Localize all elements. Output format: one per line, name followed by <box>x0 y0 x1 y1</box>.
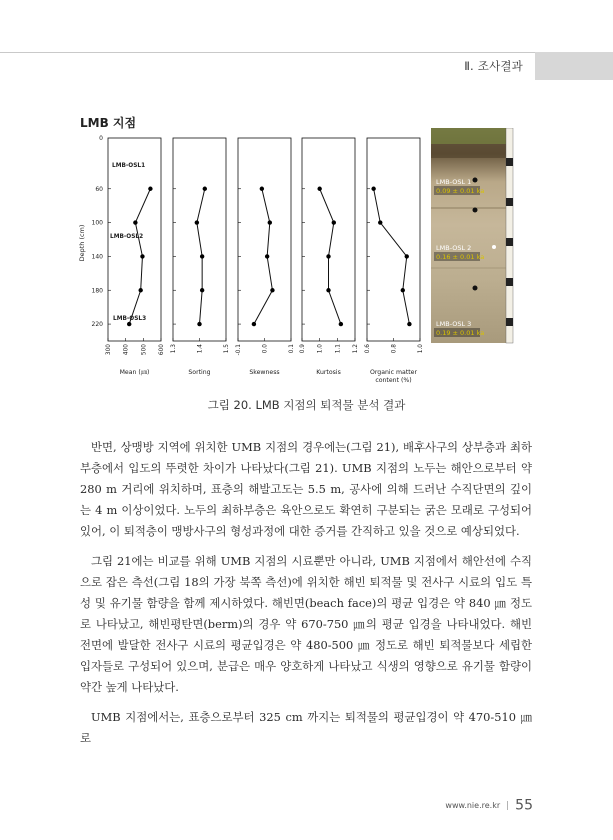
vegetation-strip <box>431 128 506 144</box>
data-point <box>127 322 131 326</box>
data-point <box>195 220 199 224</box>
x-axis-label: Mean (㎛) <box>119 369 150 376</box>
x-tick-label: 1.3 <box>171 344 177 354</box>
data-point <box>270 288 274 292</box>
x-axis-label: Skewness <box>249 369 280 376</box>
footer-separator: | <box>506 800 510 811</box>
y-axis-label: Depth (cm) <box>78 224 86 262</box>
data-point <box>133 220 137 224</box>
staff-mark <box>506 318 513 326</box>
y-tick-label: 220 <box>91 321 103 329</box>
sample-hole <box>473 178 478 183</box>
panel-frame <box>302 138 355 341</box>
staff-mark <box>506 278 513 286</box>
x-axis-label: Sorting <box>188 369 211 376</box>
x-tick-label: 600 <box>159 344 165 356</box>
y-tick-label: 140 <box>91 253 103 261</box>
paragraph: 반면, 상맹방 지역에 위치한 UMB 지점의 경우에는(그림 21), 배후사구의 상부층과 최하부층에서 입도의 뚜렷한 차이가 나타났다(그림 21). UMB 지점의 노두는 해안으로부터 약 280 m 거리에 위치하며, 표층의 해발고도는 5.5 m, 공사에 의해 드러난 수직단면의 깊이는 4 m 이상이었다. 노두의 최하부층은 육안으로도 확연히 구분되는 굵은 모래로 구성되어 있어, 이 퇴적층이 맹방사구의 형성과정에 대한 증거를 간직하고 있을 것으로 예상되었다. <box>80 440 532 538</box>
x-tick-label: 0.6 <box>365 344 371 354</box>
section-title: Ⅱ. 조사결과 <box>464 59 523 73</box>
x-tick-label: 0.8 <box>391 344 398 354</box>
outcrop-photo <box>431 128 506 343</box>
figure-title: LMB 지점 <box>80 116 137 130</box>
y-tick-label: 60 <box>95 185 103 193</box>
data-point <box>203 187 207 191</box>
data-point <box>260 187 264 191</box>
sample-label: LMB-OSL2 <box>110 234 144 240</box>
y-tick-label: 180 <box>91 287 103 295</box>
photo-sample-age: 0.09 ± 0.01 ka <box>436 187 485 195</box>
sample-label: LMB-OSL1 <box>112 163 146 169</box>
x-tick-label: 0.9 <box>300 344 306 354</box>
sample-hole <box>473 208 478 213</box>
y-tick-label: 0 <box>99 135 103 142</box>
x-tick-label: 1.0 <box>317 344 324 354</box>
staff-mark <box>506 158 513 166</box>
data-point <box>326 254 330 258</box>
page-number: 55 <box>515 797 533 814</box>
x-tick-label: 1.5 <box>224 344 230 354</box>
data-point <box>268 220 272 224</box>
y-tick-label: 100 <box>91 219 103 227</box>
photo-sample-id: LMB-OSL 3 <box>436 320 472 328</box>
sediment-figure <box>70 128 540 390</box>
x-tick-label: -0.1 <box>236 344 242 356</box>
series-line <box>254 189 273 324</box>
x-tick-label: 300 <box>106 344 112 356</box>
data-point <box>407 322 411 326</box>
series-line <box>129 189 150 324</box>
x-axis-label: Organic matter <box>369 369 418 376</box>
data-point <box>339 322 343 326</box>
photo-sample-id: LMB-OSL 2 <box>436 244 472 252</box>
photo-marker <box>492 245 496 249</box>
x-tick-label: 1.4 <box>197 344 204 354</box>
data-point <box>252 322 256 326</box>
staff-mark <box>506 238 513 246</box>
photo-panel <box>431 128 513 343</box>
series-line <box>374 189 410 324</box>
data-point <box>326 288 330 292</box>
photo-sample-id: LMB-OSL 1 <box>436 178 472 186</box>
data-point <box>138 288 142 292</box>
data-point <box>317 187 321 191</box>
data-point <box>265 254 269 258</box>
data-point <box>378 220 382 224</box>
page-footer <box>445 795 533 814</box>
x-axis-label: Kurtosis <box>316 369 341 376</box>
x-tick-label: 400 <box>123 344 130 356</box>
x-tick-label: 0.0 <box>262 344 269 354</box>
paragraph: 그림 21에는 비교를 위해 UMB 지점의 시료뿐만 아니라, UMB 지점에서 해안선에 수직으로 잡은 측선(그림 18의 가장 북쪽 측선)에 위치한 해빈 퇴적물 및 전사구 시료의 입도 특성 및 유기물 함량을 함께 제시하였다. 해빈면(beach face)의 평균 입경은 약 840 ㎛ 정도로 나타났고, 해빈평탄면(berm)의 경우 약 670-750 ㎛의 평균 입경을 나타내었다. 해빈 전면에 발달한 전사구 시료의 평균입경은 약 480-500 ㎛ 정도로 해빈 퇴적물보다 세립한 입자들로 구성되어 있으며, 분급은 매우 양호하게 나타났고 식생의 영향으로 유기물 함량이 약간 높게 나타났다. <box>80 554 532 694</box>
sample-hole <box>473 286 478 291</box>
data-point <box>140 254 144 258</box>
header-rule <box>0 52 613 53</box>
x-tick-label: 1.2 <box>353 344 359 354</box>
staff-mark <box>506 198 513 206</box>
x-tick-label: 0.1 <box>289 344 295 354</box>
panel-frame <box>238 138 291 341</box>
data-point <box>200 254 204 258</box>
data-point <box>148 187 152 191</box>
x-tick-label: 1.1 <box>335 344 342 354</box>
x-tick-label: 500 <box>141 344 148 356</box>
photo-sample-age: 0.19 ± 0.01 ka <box>436 329 485 337</box>
data-point <box>200 288 204 292</box>
x-axis-label: content (%) <box>375 377 412 384</box>
section-tab <box>535 52 613 80</box>
data-point <box>405 254 409 258</box>
data-point <box>197 322 201 326</box>
data-point <box>332 220 336 224</box>
paragraph: UMB 지점에서는, 표층으로부터 325 cm 까지는 퇴적물의 평균입경이 약 470-510 ㎛로 <box>80 710 532 745</box>
figure-caption: 그림 20. LMB 지점의 퇴적물 분석 결과 <box>207 398 406 412</box>
body-text <box>80 437 532 758</box>
topsoil-band <box>431 144 506 158</box>
data-point <box>371 187 375 191</box>
photo-sample-age: 0.16 ± 0.01 ka <box>436 253 485 261</box>
sample-label: LMB-OSL3 <box>113 316 147 322</box>
data-point <box>401 288 405 292</box>
x-tick-label: 1.0 <box>418 344 424 354</box>
footer-url: www.nie.re.kr <box>445 801 501 810</box>
